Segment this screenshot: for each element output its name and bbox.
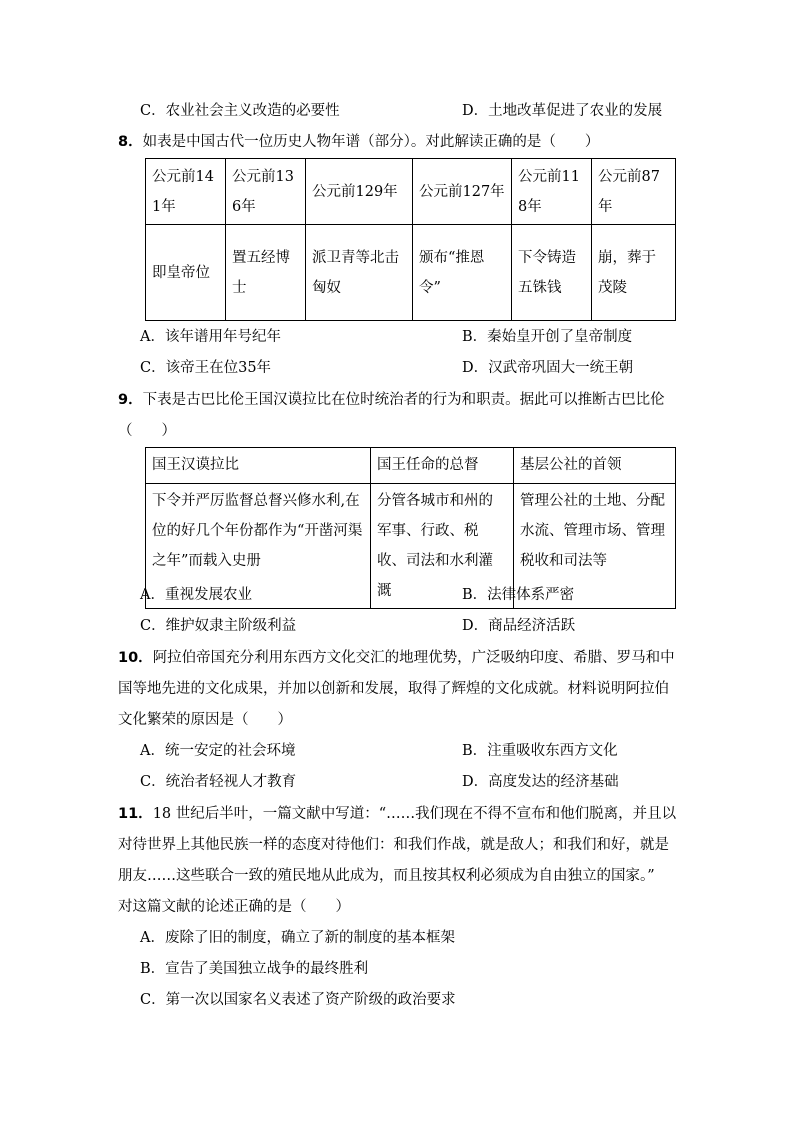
q11-stem-text: 18 世纪后半叶，一篇文献中写道：“……我们现在不得不宣布和他们脱离，并且以 <box>152 806 677 822</box>
q8-number: 8． <box>118 134 143 150</box>
q8-event-1: 即皇帝位 <box>146 225 226 321</box>
q8-event-3: 派卫青等北击匈奴 <box>306 225 413 321</box>
q10-number: 10． <box>118 650 153 666</box>
q8-year-1: 公元前141年 <box>146 159 226 225</box>
q11-stem-line-2: 对待世界上其他民族一样的态度对待他们：和我们作战，就是敌人；和我们和好，就是 <box>118 837 669 853</box>
q9-cell-commune-head: 管理公社的土地、分配水流、管理市场、管理税收和司法等 <box>514 484 676 609</box>
q8-year-2: 公元前136年 <box>226 159 306 225</box>
q11-option-c: C．第一次以国家名义表述了资产阶级的政治要求 <box>140 992 456 1008</box>
q9-option-c: C．维护奴隶主阶级利益 <box>140 618 297 634</box>
q8-event-5: 下令铸造五铢钱 <box>512 225 592 321</box>
q10-stem-line-1 <box>118 648 675 668</box>
q11-option-b: B．宣告了美国独立战争的最终胜利 <box>140 961 369 977</box>
q8-year-3: 公元前129年 <box>306 159 413 225</box>
q8-stem-text: 如表是中国古代一位历史人物年谱（部分）。对此解读正确的是（ ） <box>142 134 600 150</box>
q8-table-header-row <box>146 159 676 225</box>
q10-option-a: A．统一安定的社会环境 <box>140 743 296 759</box>
q8-year-4: 公元前127年 <box>413 159 512 225</box>
q10-option-b: B．注重吸收东西方文化 <box>462 743 618 759</box>
q11-option-a: A．废除了旧的制度，确立了新的制度的基本框架 <box>140 930 455 946</box>
q11-stem-line-3: 朋友……这些联合一致的殖民地从此成为，而且按其权利必须成为自由独立的国家。” <box>118 868 655 884</box>
q8-option-b: B．秦始皇开创了皇帝制度 <box>462 329 633 345</box>
q8-stem <box>118 132 599 152</box>
q10-option-c: C．统治者轻视人才教育 <box>140 774 297 790</box>
q11-stem-line-1 <box>118 804 676 824</box>
q9-table-header-row <box>146 448 676 484</box>
q8-option-d: D．汉武帝巩固大一统王朝 <box>462 360 634 376</box>
q9-option-b: B．法律体系严密 <box>462 587 575 603</box>
q10-stem-text: 阿拉伯帝国充分利用东西方文化交汇的地理优势，广泛吸纳印度、希腊、罗马和中 <box>152 650 675 666</box>
q9-option-d: D．商品经济活跃 <box>462 618 576 634</box>
q9-cell-king: 下令并严厉监督总督兴修水利,在位的好几个年份都作为“开凿河渠之年”而载入史册 <box>146 484 371 609</box>
q11-stem-line-4: 对这篇文献的论述正确的是（ ） <box>118 899 350 915</box>
q9-option-a: A．重视发展农业 <box>140 587 252 603</box>
q8-year-5: 公元前118年 <box>512 159 592 225</box>
q7-option-d: D．土地改革促进了农业的发展 <box>462 103 663 119</box>
q8-event-6: 崩，葬于茂陵 <box>592 225 676 321</box>
q10-option-d: D．高度发达的经济基础 <box>462 774 619 790</box>
q8-table <box>145 158 676 321</box>
q9-header-commune-head: 基层公社的首领 <box>514 448 676 484</box>
q8-option-c: C．该帝王在位35年 <box>140 360 272 376</box>
q10-stem-line-2: 国等地先进的文化成果，并加以创新和发展，取得了辉煌的文化成就。材料说明阿拉伯 <box>118 681 669 697</box>
q9-stem <box>118 390 665 410</box>
q8-table-event-row <box>146 225 676 321</box>
q8-option-a: A．该年谱用年号纪年 <box>140 329 281 345</box>
q11-number: 11． <box>118 806 153 822</box>
q8-event-4: 颁布“推恩令” <box>413 225 512 321</box>
q9-stem-paren: （ ） <box>118 423 176 439</box>
q9-cell-governor: 分管各城市和州的军事、行政、税收、司法和水利灌溉 <box>371 484 514 609</box>
q8-event-2: 置五经博士 <box>226 225 306 321</box>
q9-header-governor: 国王任命的总督 <box>371 448 514 484</box>
q9-header-king: 国王汉谟拉比 <box>146 448 371 484</box>
q10-stem-line-3: 文化繁荣的原因是（ ） <box>118 712 292 728</box>
q9-stem-text: 下表是古巴比伦王国汉谟拉比在位时统治者的行为和职责。据此可以推断古巴比伦 <box>142 392 665 408</box>
q7-option-c: C．农业社会主义改造的必要性 <box>140 103 340 119</box>
q8-year-6: 公元前87年 <box>592 159 676 225</box>
q9-number: 9． <box>118 392 143 408</box>
